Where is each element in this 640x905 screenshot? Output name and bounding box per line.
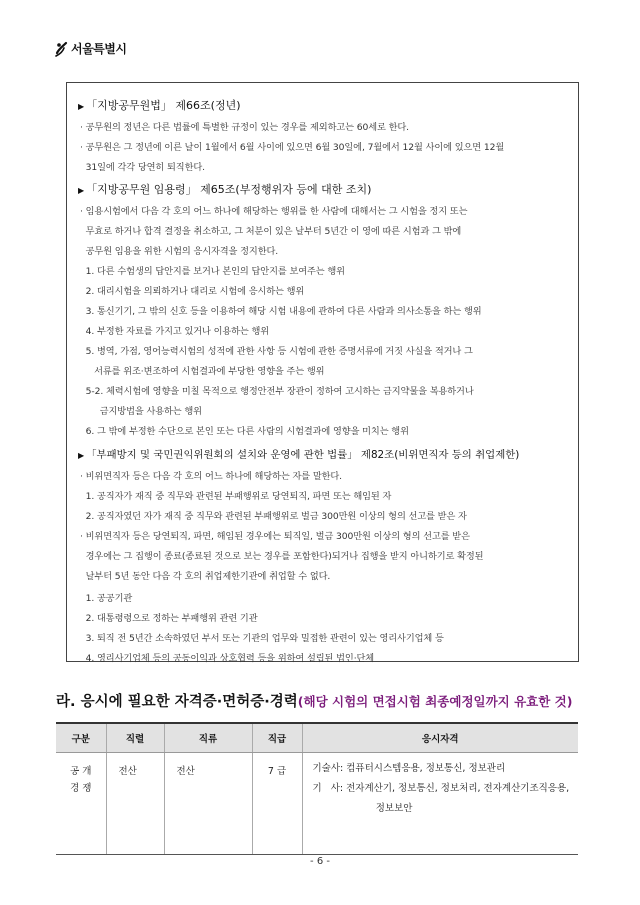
seoul-logo-icon — [54, 41, 68, 57]
cell-jikryeol: 전산 — [106, 753, 164, 855]
cell-jikgeup: 7 급 — [252, 753, 302, 855]
section-line: 금지방법을 사용하는 행위 — [80, 406, 202, 417]
section-line: · 공무원은 그 정년에 이른 날이 1월에서 6월 사이에 있으면 6월 30일에, 7월에서 12월 사이에 있으면 12월 — [80, 142, 505, 153]
section-line: 무효로 하거나 합격 결정을 취소하고, 그 처분이 있은 날부터 5년간 이 영에 따른 시험과 그 밖에 — [80, 226, 462, 237]
seoul-logo — [54, 40, 126, 57]
table-header-row — [56, 723, 578, 753]
col-header-qualification: 응시자격 — [302, 723, 578, 753]
section-line: 경우에는 그 집행이 종료(종료된 것으로 보는 경우를 포함한다)되거나 집행을 받지 아니하기로 확정된 — [80, 551, 484, 562]
section-title: ▶ 「지방공무원법」 제66조(정년) — [78, 99, 241, 112]
qualification-line: 정보보안 — [342, 803, 413, 814]
triangle-bullet-icon: ▶ — [78, 102, 85, 111]
section-line: 2. 대통령령으로 정하는 부패행위 관련 기관 — [80, 613, 258, 624]
section-line: 1. 공공기관 — [80, 593, 133, 604]
section-line: · 임용시험에서 다음 각 호의 어느 하나에 해당하는 행위를 한 사람에 대해서는 그 시험을 정지 또는 — [80, 206, 468, 217]
cell-qualification — [302, 753, 578, 855]
heading-text: 라. 응시에 필요한 자격증·면허증·경력 — [56, 694, 298, 710]
section-line: 2. 공직자였던 자가 재직 중 직무와 관련된 부패행위로 벌금 300만원 이상의 형의 선고를 받은 자 — [80, 511, 467, 522]
section-line: 3. 퇴직 전 5년간 소속하였던 부서 또는 기관의 업무와 밀접한 관련이 있는 영리사기업체 등 — [80, 633, 444, 644]
table-row — [56, 753, 578, 855]
section-line: 4. 부정한 자료를 가지고 있거나 이용하는 행위 — [80, 326, 270, 337]
section-line: 3. 통신기기, 그 밖의 신호 등을 이용하여 해당 시험 내용에 관하여 다른 사람과 의사소통을 하는 행위 — [80, 306, 482, 317]
section-line: 5. 병역, 가점, 영어능력시험의 성적에 관한 사항 등 시험에 관한 증명서류에 거짓 사실을 적거나 그 — [80, 346, 473, 357]
col-header-gubun: 구분 — [56, 723, 106, 753]
logo-text: 서울특별시 — [71, 42, 127, 56]
col-header-jikgeup: 직급 — [252, 723, 302, 753]
section-line: 5-2. 체력시험에 영향을 미칠 목적으로 행정안전부 장관이 정하여 고시하는 금지약물을 복용하거나 — [80, 386, 474, 397]
qualification-line: 기술사: 컴퓨터시스템응용, 정보통신, 정보관리 — [312, 763, 506, 774]
heading-note: (해당 시험의 면접시험 최종예정일까지 유효한 것) — [297, 694, 573, 709]
section-line: 공무원 임용을 위한 시험의 응시자격을 정지한다. — [80, 246, 279, 257]
section-line: 31일에 각각 당연히 퇴직한다. — [80, 162, 205, 173]
requirements-heading — [56, 690, 572, 711]
col-header-jikryeol: 직렬 — [106, 723, 164, 753]
triangle-bullet-icon: ▶ — [78, 186, 85, 195]
section-title: ▶ 「부패방지 및 국민권익위원회의 설치와 운영에 관한 법률」 제82조(비위면직자 등의 취업제한) — [78, 449, 520, 461]
col-header-jikryu: 직류 — [164, 723, 252, 753]
cell-gubun-line: 공 개 — [70, 766, 92, 777]
section-line: 서류를 위조·변조하여 시험결과에 부당한 영향을 주는 행위 — [80, 366, 325, 377]
qualification-line: 기 사: 전자계산기, 정보통신, 정보처리, 전자계산기조직응용, — [312, 783, 570, 794]
section-title: ▶ 「지방공무원 임용령」 제65조(부정행위자 등에 대한 조치) — [78, 183, 372, 196]
section-line: · 공무원의 정년은 다른 법률에 특별한 규정이 있는 경우를 제외하고는 60세로 한다. — [80, 122, 409, 133]
cell-gubun — [56, 753, 106, 855]
section-line: 날부터 5년 동안 다음 각 호의 취업제한기관에 취업할 수 없다. — [80, 571, 331, 582]
section-line: 1. 공직자가 재직 중 직무와 관련된 부패행위로 당연퇴직, 파면 또는 해임된 자 — [80, 491, 392, 502]
cell-gubun-line: 경 쟁 — [70, 783, 92, 794]
section-line: 6. 그 밖에 부정한 수단으로 본인 또는 다른 사람의 시험결과에 영향을 미치는 행위 — [80, 426, 409, 437]
cell-jikryu: 전산 — [164, 753, 252, 855]
section-line: 2. 대리시험을 의뢰하거나 대리로 시험에 응시하는 행위 — [80, 286, 305, 297]
page-number: - 6 - — [310, 856, 330, 867]
section-line: 4. 영리사기업체 등의 공동이익과 상호협력 등을 위하여 설립된 법인·단체 — [80, 653, 375, 664]
section-line: · 비위면직자 등은 당연퇴직, 파면, 해임된 경우에는 퇴직일, 벌금 300만원 이상의 형의 선고를 받은 — [80, 531, 470, 542]
requirements-table — [56, 722, 578, 855]
section-line: 1. 다른 수험생의 답안지를 보거나 본인의 답안지를 보여주는 행위 — [80, 266, 345, 277]
section-line: · 비위면직자 등은 다음 각 호의 어느 하나에 해당하는 자를 말한다. — [80, 471, 342, 482]
triangle-bullet-icon: ▶ — [78, 451, 85, 460]
